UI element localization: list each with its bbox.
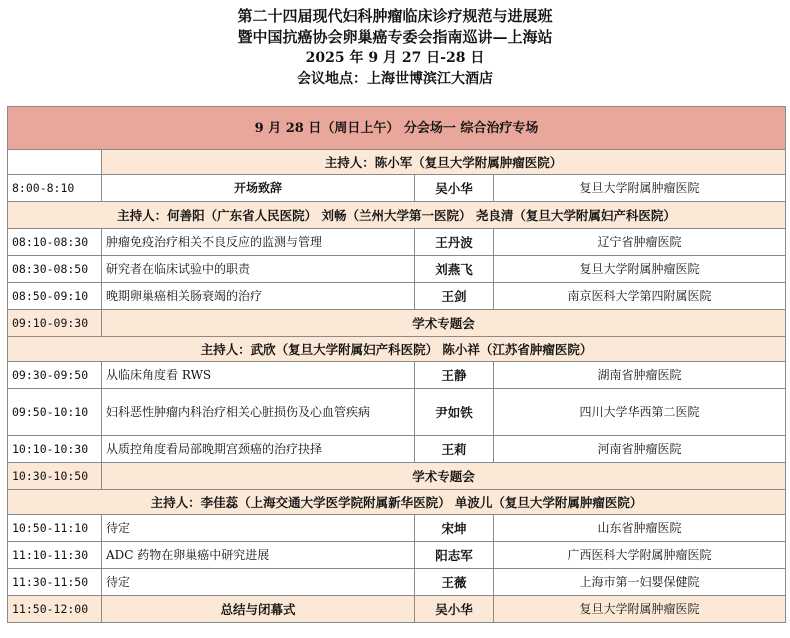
institution-cell: 山东省肿瘤医院 — [494, 515, 786, 542]
time-cell: 10:10-10:30 — [8, 436, 102, 463]
agenda-row — [8, 256, 786, 283]
institution-cell: 复旦大学附属肿瘤医院 — [494, 175, 786, 202]
time-cell-empty — [8, 150, 102, 175]
topic-cell: 开场致辞 — [102, 175, 415, 202]
host-row — [8, 490, 786, 515]
special-session-label: 学术专题会 — [102, 310, 786, 337]
speaker-cell: 吴小华 — [415, 175, 494, 202]
agenda-row — [8, 515, 786, 542]
host-text: 主持人：何善阳（广东省人民医院） 刘畅（兰州大学第一医院） 尧良清（复旦大学附属妇产科医院） — [8, 202, 786, 229]
institution-cell: 湖南省肿瘤医院 — [494, 362, 786, 389]
speaker-cell: 阳志军 — [415, 542, 494, 569]
agenda-row — [8, 569, 786, 596]
topic-cell: 总结与闭幕式 — [102, 596, 415, 623]
speaker-cell: 宋坤 — [415, 515, 494, 542]
time-cell: 11:10-11:30 — [8, 542, 102, 569]
time-cell: 11:50-12:00 — [8, 596, 102, 623]
speaker-cell: 吴小华 — [415, 596, 494, 623]
conference-dates: 2025 年 9 月 27 日-28 日 — [305, 50, 485, 66]
speaker-cell: 王丹波 — [415, 229, 494, 256]
topic-cell: ADC 药物在卵巢癌中研究进展 — [102, 542, 415, 569]
session-title: 9 月 28 日（周日上午） 分会场一 综合治疗专场 — [8, 107, 786, 150]
host-row — [8, 150, 786, 175]
agenda-row — [8, 542, 786, 569]
speaker-cell: 尹如铁 — [415, 389, 494, 436]
time-cell: 09:10-09:30 — [8, 310, 102, 337]
speaker-cell: 王剑 — [415, 283, 494, 310]
agenda-row — [8, 283, 786, 310]
document-header — [0, 6, 790, 90]
schedule-table — [7, 106, 786, 623]
topic-cell: 研究者在临床试验中的职责 — [102, 256, 415, 283]
time-cell: 10:50-11:10 — [8, 515, 102, 542]
time-cell: 11:30-11:50 — [8, 569, 102, 596]
time-cell: 09:50-10:10 — [8, 389, 102, 436]
time-cell: 10:30-10:50 — [8, 463, 102, 490]
conference-venue: 会议地点：上海世博滨江大酒店 — [297, 71, 493, 87]
conference-title: 第二十四届现代妇科肿瘤临床诊疗规范与进展班 — [237, 7, 553, 25]
conference-subtitle: 暨中国抗癌协会卵巢癌专委会指南巡讲—上海站 — [237, 28, 553, 46]
time-cell: 08:10-08:30 — [8, 229, 102, 256]
topic-cell: 晚期卵巢癌相关肠衰竭的治疗 — [102, 283, 415, 310]
session-banner-row — [8, 107, 786, 150]
topic-cell: 待定 — [102, 515, 415, 542]
topic-cell: 妇科恶性肿瘤内科治疗相关心脏损伤及心血管疾病 — [102, 389, 415, 436]
topic-cell: 从质控角度看局部晚期宫颈癌的治疗抉择 — [102, 436, 415, 463]
institution-cell: 上海市第一妇婴保健院 — [494, 569, 786, 596]
topic-cell: 待定 — [102, 569, 415, 596]
time-cell: 8:00-8:10 — [8, 175, 102, 202]
institution-cell: 复旦大学附属肿瘤医院 — [494, 256, 786, 283]
agenda-row — [8, 175, 786, 202]
agenda-row — [8, 362, 786, 389]
topic-cell: 从临床角度看 RWS — [102, 362, 415, 389]
host-row — [8, 202, 786, 229]
institution-cell: 南京医科大学第四附属医院 — [494, 283, 786, 310]
agenda-row — [8, 389, 786, 436]
speaker-cell: 王莉 — [415, 436, 494, 463]
institution-cell: 河南省肿瘤医院 — [494, 436, 786, 463]
time-cell: 08:50-09:10 — [8, 283, 102, 310]
institution-cell: 四川大学华西第二医院 — [494, 389, 786, 436]
host-row — [8, 337, 786, 362]
topic-cell: 肿瘤免疫治疗相关不良反应的监测与管理 — [102, 229, 415, 256]
agenda-row — [8, 436, 786, 463]
time-cell: 08:30-08:50 — [8, 256, 102, 283]
agenda-row — [8, 229, 786, 256]
speaker-cell: 王薇 — [415, 569, 494, 596]
institution-cell: 广西医科大学附属肿瘤医院 — [494, 542, 786, 569]
institution-cell: 辽宁省肿瘤医院 — [494, 229, 786, 256]
institution-cell: 复旦大学附属肿瘤医院 — [494, 596, 786, 623]
host-text: 主持人：李佳蕊（上海交通大学医学院附属新华医院） 单波儿（复旦大学附属肿瘤医院） — [8, 490, 786, 515]
closing-row — [8, 596, 786, 623]
special-session-row — [8, 310, 786, 337]
speaker-cell: 刘燕飞 — [415, 256, 494, 283]
special-session-label: 学术专题会 — [102, 463, 786, 490]
special-session-row — [8, 463, 786, 490]
time-cell: 09:30-09:50 — [8, 362, 102, 389]
host-text: 主持人：陈小军（复旦大学附属肿瘤医院） — [102, 150, 786, 175]
host-text: 主持人：武欣（复旦大学附属妇产科医院） 陈小祥（江苏省肿瘤医院） — [8, 337, 786, 362]
speaker-cell: 王静 — [415, 362, 494, 389]
